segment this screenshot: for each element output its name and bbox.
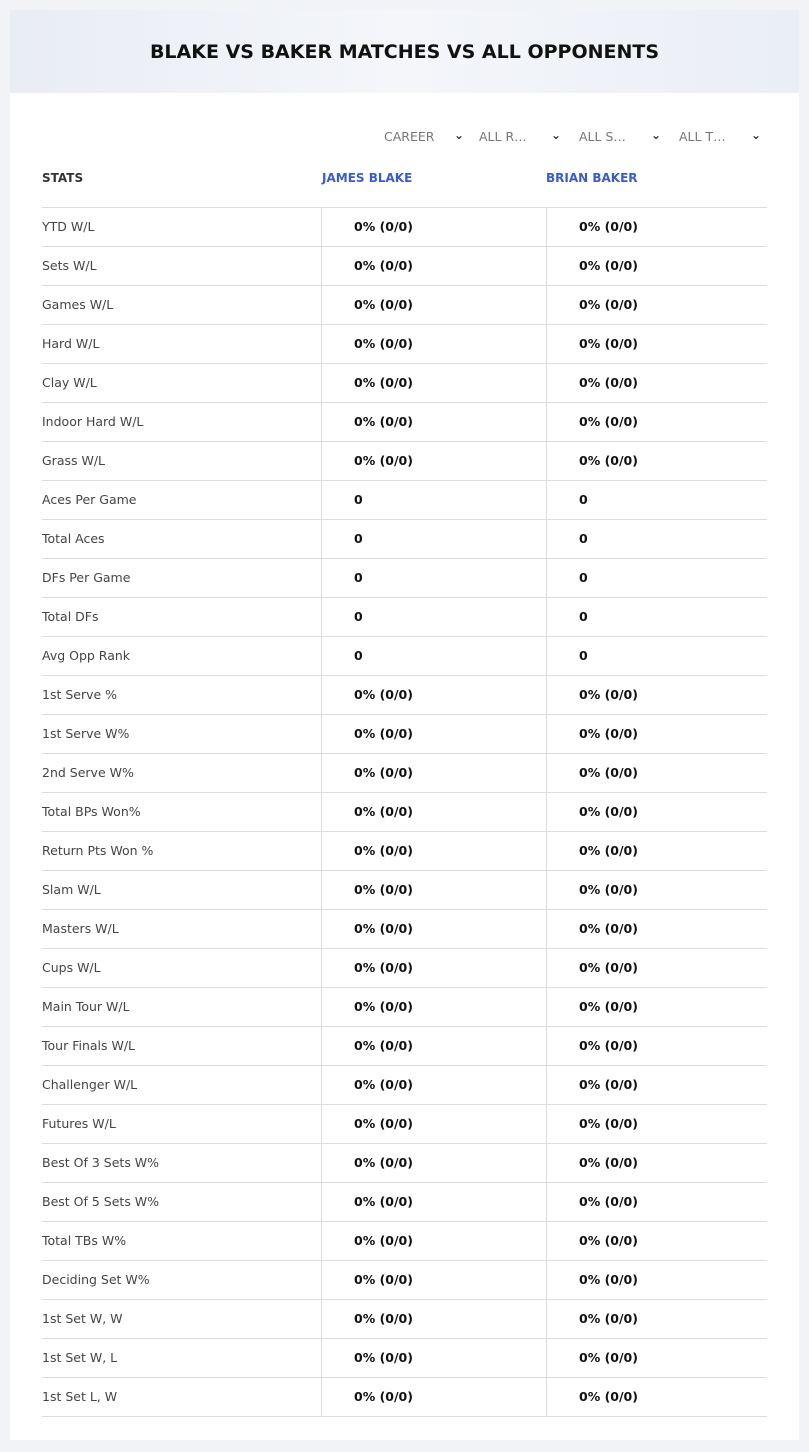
stat-label: 1st Serve W% (42, 726, 130, 741)
player1-stat-value: 0 (354, 609, 363, 624)
stat-label: 1st Set W, W (42, 1311, 123, 1326)
player1-stat-value: 0% (0/0) (354, 999, 413, 1014)
chevron-down-icon: ⌄ (651, 128, 662, 142)
player2-stat-cell (546, 715, 768, 753)
stat-label: Aces Per Game (42, 492, 137, 507)
player1-stat-cell (321, 988, 547, 1026)
page-header (10, 10, 799, 93)
filter-period-select[interactable] (384, 126, 464, 146)
player1-stat-value: 0% (0/0) (354, 882, 413, 897)
player2-stat-value: 0% (0/0) (579, 258, 638, 273)
player2-stat-cell (546, 403, 768, 441)
table-row (42, 754, 767, 793)
player2-stat-cell (546, 1066, 768, 1104)
stat-label: Avg Opp Rank (42, 648, 131, 663)
player1-stat-cell (321, 1300, 547, 1338)
table-row (42, 598, 767, 637)
table-row (42, 559, 767, 598)
player1-stat-cell (321, 481, 547, 519)
stat-label: Main Tour W/L (42, 999, 130, 1014)
table-row (42, 715, 767, 754)
player1-stat-value: 0% (0/0) (354, 1155, 413, 1170)
player2-stat-value: 0% (0/0) (579, 999, 638, 1014)
player1-stat-value: 0% (0/0) (354, 375, 413, 390)
player2-stat-cell (546, 1222, 768, 1260)
table-row (42, 364, 767, 403)
player1-stat-cell (321, 208, 547, 246)
player2-stat-cell (546, 286, 768, 324)
player2-stat-value: 0% (0/0) (579, 1233, 638, 1248)
player1-stat-value: 0% (0/0) (354, 726, 413, 741)
player2-stat-value: 0 (579, 648, 588, 663)
table-row (42, 520, 767, 559)
player2-stat-value: 0 (579, 609, 588, 624)
player1-stat-value: 0 (354, 648, 363, 663)
player2-stat-value: 0 (579, 570, 588, 585)
player2-stat-value: 0% (0/0) (579, 882, 638, 897)
player1-stat-value: 0% (0/0) (354, 336, 413, 351)
table-row (42, 247, 767, 286)
table-row (42, 481, 767, 520)
table-row (42, 208, 767, 247)
player1-stat-cell (321, 286, 547, 324)
player2-stat-value: 0 (579, 492, 588, 507)
player1-stat-cell (321, 1378, 547, 1416)
player1-stat-value: 0% (0/0) (354, 297, 413, 312)
player1-stat-cell (321, 1339, 547, 1377)
stat-label: Total DFs (42, 609, 99, 624)
player1-stat-cell (321, 1261, 547, 1299)
player2-stat-value: 0% (0/0) (579, 1116, 638, 1131)
player2-stat-value: 0% (0/0) (579, 1077, 638, 1092)
chevron-down-icon: ⌄ (454, 128, 465, 142)
player1-stat-value: 0% (0/0) (354, 1350, 413, 1365)
player1-stat-cell (321, 1183, 547, 1221)
player1-stat-value: 0% (0/0) (354, 219, 413, 234)
player2-stat-value: 0% (0/0) (579, 1194, 638, 1209)
table-row (42, 910, 767, 949)
player1-stat-value: 0% (0/0) (354, 1272, 413, 1287)
player1-stat-value: 0% (0/0) (354, 258, 413, 273)
player1-stat-value: 0% (0/0) (354, 1116, 413, 1131)
player2-stat-value: 0% (0/0) (579, 297, 638, 312)
player1-stat-cell (321, 325, 547, 363)
table-row (42, 403, 767, 442)
player1-stat-cell (321, 403, 547, 441)
page-title: BLAKE VS BAKER MATCHES VS ALL OPPONENTS (149, 40, 660, 63)
table-row (42, 1339, 767, 1378)
player2-stat-value: 0% (0/0) (579, 726, 638, 741)
player2-stat-cell (546, 1339, 768, 1377)
table-header (10, 171, 799, 191)
player2-stat-cell (546, 325, 768, 363)
stat-label: 2nd Serve W% (42, 765, 134, 780)
player1-link[interactable]: JAMES BLAKE (322, 171, 413, 185)
table-row (42, 286, 767, 325)
player2-stat-cell (546, 1105, 768, 1143)
player1-stat-value: 0 (354, 570, 363, 585)
player1-stat-cell (321, 598, 547, 636)
player2-stat-value: 0% (0/0) (579, 687, 638, 702)
player1-stat-cell (321, 832, 547, 870)
stat-label: Indoor Hard W/L (42, 414, 144, 429)
player1-stat-value: 0% (0/0) (354, 1233, 413, 1248)
player2-stat-cell (546, 910, 768, 948)
stat-label: Masters W/L (42, 921, 119, 936)
player2-stat-cell (546, 559, 768, 597)
player1-stat-cell (321, 1066, 547, 1104)
table-row (42, 1378, 767, 1417)
player2-stat-value: 0% (0/0) (579, 1311, 638, 1326)
player2-stat-value: 0% (0/0) (579, 921, 638, 936)
player1-stat-value: 0% (0/0) (354, 960, 413, 975)
stat-label: Total Aces (42, 531, 105, 546)
filter-surface-label: ALL S… (579, 128, 626, 144)
player2-stat-value: 0% (0/0) (579, 219, 638, 234)
player2-stat-value: 0% (0/0) (579, 375, 638, 390)
player1-stat-value: 0% (0/0) (354, 843, 413, 858)
table-row (42, 1261, 767, 1300)
stats-card (10, 10, 799, 1440)
player1-stat-cell (321, 715, 547, 753)
filter-bar (10, 126, 799, 146)
player1-stat-cell (321, 559, 547, 597)
player2-stat-cell (546, 364, 768, 402)
stat-label: 1st Serve % (42, 687, 118, 702)
player2-stat-cell (546, 1378, 768, 1416)
player1-stat-value: 0% (0/0) (354, 1077, 413, 1092)
filter-round-select[interactable] (479, 126, 564, 146)
table-row (42, 949, 767, 988)
player1-stat-value: 0% (0/0) (354, 765, 413, 780)
filter-period-label: CAREER (384, 128, 435, 144)
player2-stat-cell (546, 1300, 768, 1338)
player1-stat-cell (321, 247, 547, 285)
stat-label: Sets W/L (42, 258, 97, 273)
table-row (42, 988, 767, 1027)
player2-stat-cell (546, 832, 768, 870)
filter-round-label: ALL R… (479, 128, 527, 144)
player2-stat-cell (546, 637, 768, 675)
table-row (42, 1222, 767, 1261)
table-row (42, 1144, 767, 1183)
player1-stat-value: 0% (0/0) (354, 687, 413, 702)
stat-label: Slam W/L (42, 882, 101, 897)
player2-stat-cell (546, 949, 768, 987)
stat-label: Clay W/L (42, 375, 97, 390)
player1-stat-cell (321, 1105, 547, 1143)
player1-stat-cell (321, 1222, 547, 1260)
stat-label: Hard W/L (42, 336, 100, 351)
stat-label: Challenger W/L (42, 1077, 138, 1092)
player2-stat-value: 0% (0/0) (579, 336, 638, 351)
player2-stat-cell (546, 247, 768, 285)
stats-table (42, 207, 767, 1417)
player1-stat-cell (321, 949, 547, 987)
stat-label: Total TBs W% (42, 1233, 127, 1248)
chevron-down-icon: ⌄ (751, 128, 762, 142)
stat-label: Total BPs Won% (42, 804, 141, 819)
player1-stat-value: 0% (0/0) (354, 1194, 413, 1209)
player1-stat-cell (321, 520, 547, 558)
player2-stat-value: 0% (0/0) (579, 1272, 638, 1287)
player2-stat-cell (546, 676, 768, 714)
stat-label: Return Pts Won % (42, 843, 154, 858)
table-row (42, 442, 767, 481)
table-row (42, 793, 767, 832)
player1-stat-value: 0% (0/0) (354, 921, 413, 936)
table-row (42, 1027, 767, 1066)
player2-stat-cell (546, 1261, 768, 1299)
stat-label: Deciding Set W% (42, 1272, 150, 1287)
player1-stat-value: 0 (354, 531, 363, 546)
stat-label: Grass W/L (42, 453, 106, 468)
stat-label: YTD W/L (42, 219, 95, 234)
player1-stat-value: 0% (0/0) (354, 1311, 413, 1326)
player1-stat-cell (321, 754, 547, 792)
player1-stat-cell (321, 364, 547, 402)
player2-stat-cell (546, 1027, 768, 1065)
player2-stat-value: 0% (0/0) (579, 414, 638, 429)
filter-surface-select[interactable] (579, 126, 664, 146)
table-row (42, 676, 767, 715)
stat-label: DFs Per Game (42, 570, 131, 585)
stat-label: Futures W/L (42, 1116, 116, 1131)
table-row (42, 871, 767, 910)
player2-stat-cell (546, 1144, 768, 1182)
player2-stat-value: 0% (0/0) (579, 1350, 638, 1365)
player2-stat-cell (546, 871, 768, 909)
chevron-down-icon: ⌄ (551, 128, 562, 142)
table-row (42, 1066, 767, 1105)
player1-stat-cell (321, 1027, 547, 1065)
player2-stat-value: 0% (0/0) (579, 453, 638, 468)
player1-stat-value: 0 (354, 492, 363, 507)
table-row (42, 1183, 767, 1222)
player1-stat-cell (321, 676, 547, 714)
player2-stat-cell (546, 520, 768, 558)
player2-stat-value: 0% (0/0) (579, 843, 638, 858)
filter-tournament-label: ALL T… (679, 128, 726, 144)
player1-stat-value: 0% (0/0) (354, 804, 413, 819)
stat-label: Cups W/L (42, 960, 101, 975)
player1-stat-value: 0% (0/0) (354, 414, 413, 429)
player2-stat-value: 0% (0/0) (579, 765, 638, 780)
player2-stat-value: 0 (579, 531, 588, 546)
stat-label: Best Of 3 Sets W% (42, 1155, 160, 1170)
player1-stat-cell (321, 793, 547, 831)
player2-link[interactable]: BRIAN BAKER (546, 171, 638, 185)
player2-stat-cell (546, 208, 768, 246)
stat-label: Best Of 5 Sets W% (42, 1194, 160, 1209)
table-row (42, 832, 767, 871)
stat-label: Games W/L (42, 297, 114, 312)
player1-stat-cell (321, 637, 547, 675)
player1-stat-value: 0% (0/0) (354, 1038, 413, 1053)
player2-stat-value: 0% (0/0) (579, 804, 638, 819)
player1-stat-cell (321, 910, 547, 948)
table-row (42, 637, 767, 676)
player1-stat-value: 0% (0/0) (354, 453, 413, 468)
stat-label: 1st Set W, L (42, 1350, 118, 1365)
player2-stat-cell (546, 442, 768, 480)
player2-stat-cell (546, 481, 768, 519)
player2-stat-value: 0% (0/0) (579, 1038, 638, 1053)
table-row (42, 325, 767, 364)
filter-tournament-select[interactable] (679, 126, 764, 146)
player1-stat-value: 0% (0/0) (354, 1389, 413, 1404)
player1-stat-cell (321, 871, 547, 909)
player2-stat-cell (546, 1183, 768, 1221)
player2-stat-cell (546, 598, 768, 636)
stat-label: 1st Set L, W (42, 1389, 118, 1404)
player2-stat-value: 0% (0/0) (579, 1389, 638, 1404)
table-row (42, 1300, 767, 1339)
player1-stat-cell (321, 442, 547, 480)
player2-stat-value: 0% (0/0) (579, 1155, 638, 1170)
player2-stat-cell (546, 754, 768, 792)
stat-label: Tour Finals W/L (42, 1038, 136, 1053)
player2-stat-cell (546, 793, 768, 831)
stats-column-header: STATS (42, 171, 84, 185)
table-row (42, 1105, 767, 1144)
player2-stat-value: 0% (0/0) (579, 960, 638, 975)
player2-stat-cell (546, 988, 768, 1026)
player1-stat-cell (321, 1144, 547, 1182)
